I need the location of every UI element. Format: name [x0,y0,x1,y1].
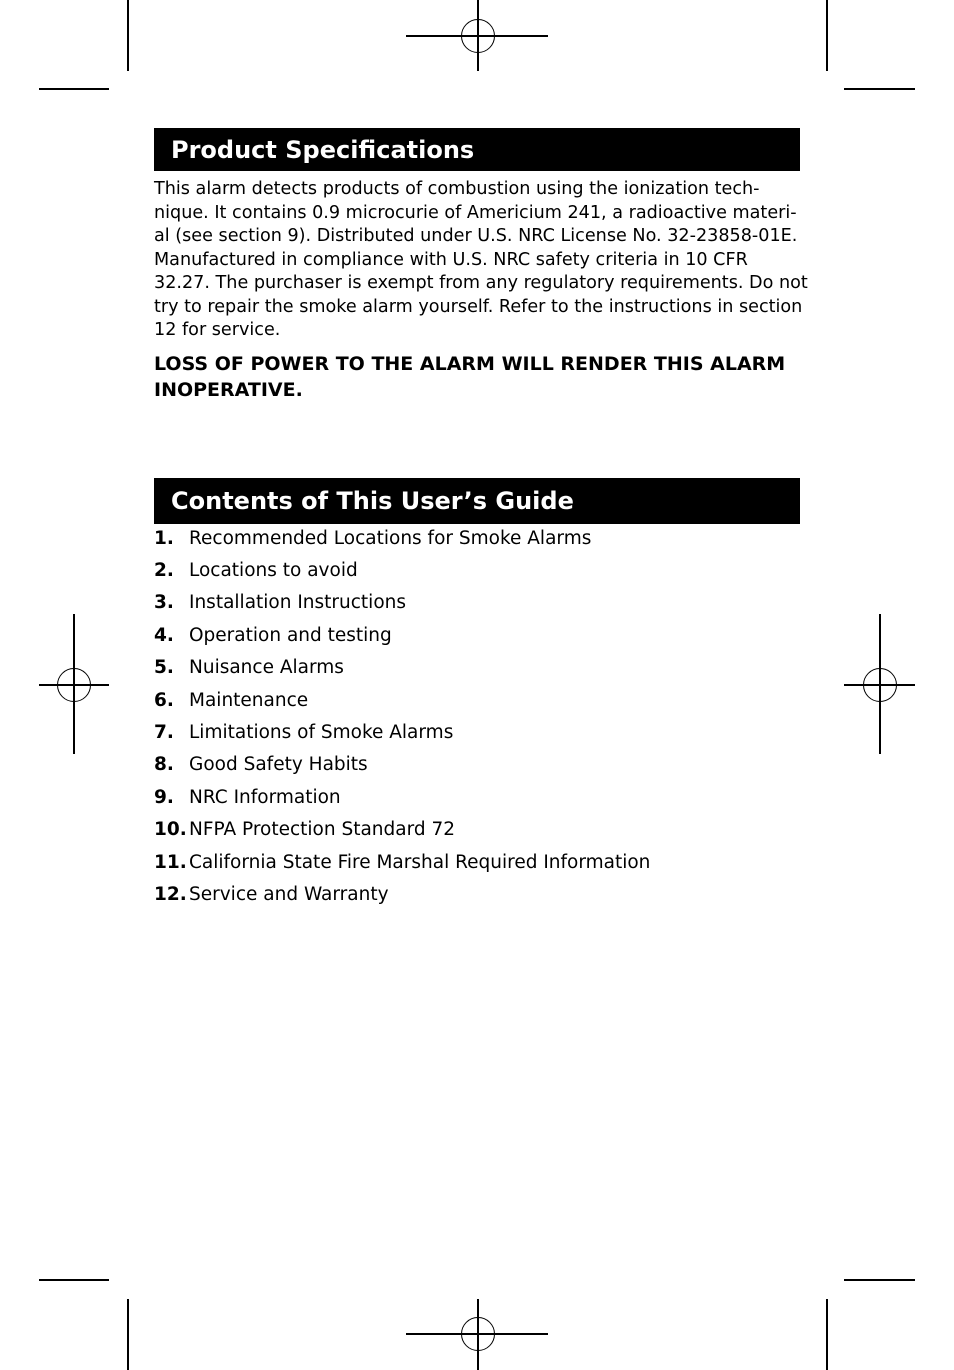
contents-item [154,878,800,910]
product-specifications-heading: Product Specifications [154,128,800,171]
item-number: 12. [154,883,187,905]
contents-item [154,716,800,748]
contents-item [154,587,800,619]
item-number: 9. [154,786,174,808]
contents-item [154,814,800,846]
item-title: NFPA Protection Standard 72 [189,819,456,841]
item-number: 5. [154,657,174,679]
contents-item [154,684,800,716]
contents-item [154,846,800,878]
item-title: Limitations of Smoke Alarms [189,722,454,744]
item-number: 1. [154,527,174,549]
contents-item [154,619,800,651]
crop-mark [826,0,828,71]
crop-mark [844,1279,915,1281]
contents-list [154,522,800,911]
item-title: Installation Instructions [189,592,406,614]
item-title: Service and Warranty [189,883,389,905]
contents-item [154,522,800,554]
crop-mark [844,88,915,90]
item-title: Nuisance Alarms [189,657,344,679]
item-number: 4. [154,624,174,646]
contents-item [154,554,800,586]
item-number: 2. [154,560,174,582]
crop-mark [39,1279,109,1281]
item-title: NRC Information [189,786,341,808]
item-number: 3. [154,592,174,614]
crop-mark [127,1299,129,1370]
contents-item [154,781,800,813]
power-loss-warning: LOSS OF POWER TO THE ALARM WILL RENDER THIS ALARM INOPERATIVE. [154,353,786,401]
specifications-body: This alarm detects products of combustion using the ionization tech- nique. It contains 0.9 microcurie of Americium 241, a radioactive materi- al (see section 9). Distributed under U.S. NRC License No. 32-23858-01E. Manufactured in compliance with U.S. NRC safety criteria in 10 CFR 32.27. The purchaser is exempt from any regulatory requirements. Do not try to repair the smoke alarm yourself. Refer to the instructions in section 12 for service. [154,179,808,340]
item-title: Good Safety Habits [189,754,368,776]
contents-item [154,652,800,684]
item-number: 8. [154,754,174,776]
crop-mark [127,0,129,71]
item-number: 7. [154,722,174,744]
contents-heading: Contents of This User’s Guide [154,478,800,524]
item-number: 10. [154,819,187,841]
item-title: Locations to avoid [189,560,358,582]
item-number: 6. [154,689,174,711]
contents-item [154,749,800,781]
item-title: Recommended Locations for Smoke Alarms [189,527,592,549]
crop-mark [826,1299,828,1370]
item-number: 11. [154,851,187,873]
item-title: Operation and testing [189,624,392,646]
crop-mark [39,88,109,90]
item-title: California State Fire Marshal Required Information [189,851,651,873]
item-title: Maintenance [189,689,309,711]
